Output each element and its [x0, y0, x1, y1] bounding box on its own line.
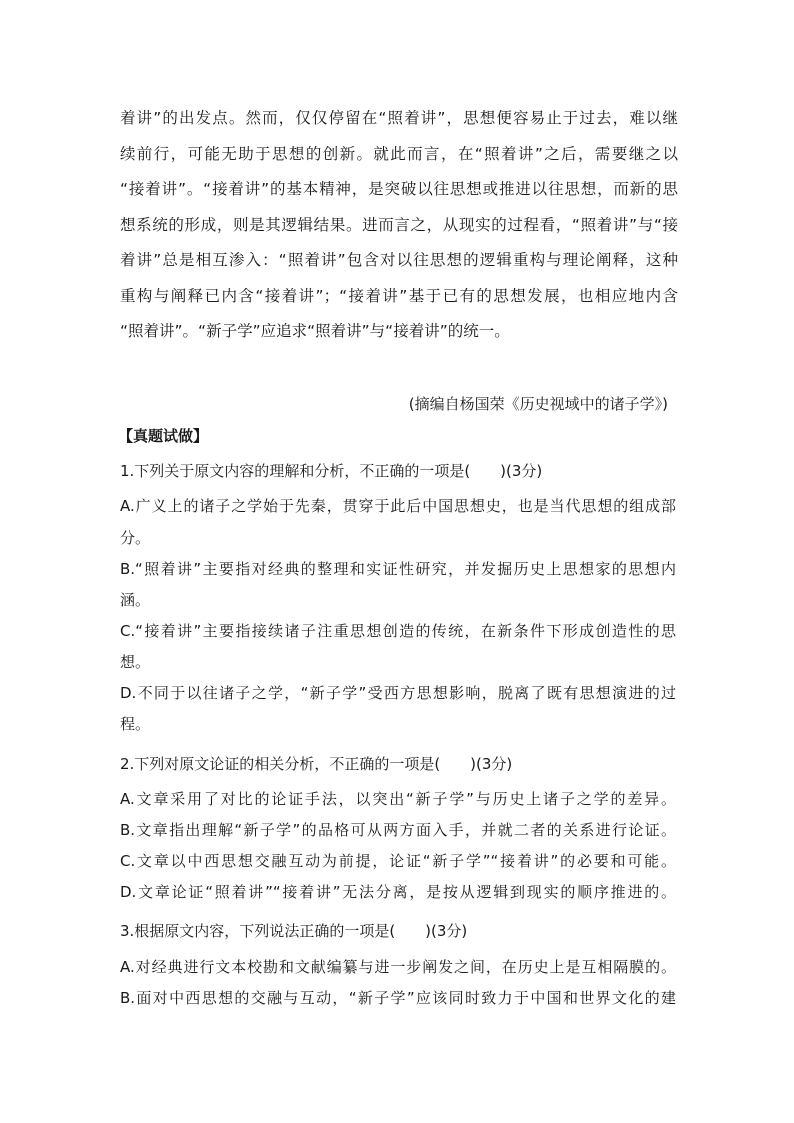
question-2-option-c: C.文章以中西思想交融互动为前提，论证“新子学”“接着讲”的必要和可能。	[120, 852, 676, 870]
passage-line: 着讲”的出发点。然而，仅仅停留在“照着讲”，思想便容易止于过去，难以继	[120, 109, 678, 127]
question-1-option-d: D.不同于以往诸子之学，“新子学”受西方思想影响，脱离了既有思想演进的过	[120, 684, 676, 702]
question-1-option-a: A.广义上的诸子之学始于先秦，贯穿于此后中国思想史，也是当代思想的组成部	[120, 497, 676, 515]
passage-text	[120, 101, 678, 350]
passage-line: “照着讲”。“新子学”应追求“照着讲”与“接着讲”的统一。	[120, 322, 510, 340]
passage-line: 重构与阐释已内含“接着讲”；“接着讲”基于已有的思想发展，也相应地内含	[120, 286, 678, 305]
question-2-option-a: A.文章采用了对比的论证手法，以突出“新子学”与历史上诸子之学的差异。	[120, 790, 676, 808]
question-1-stem: 1.下列关于原文内容的理解和分析，不正确的一项是( )(3分)	[120, 462, 543, 480]
section-title: 【真题试做】	[118, 427, 209, 445]
passage-line: 着讲”总是相互渗入：“照着讲”包含对以往思想的逻辑重构与理论阐释，这种	[120, 251, 678, 269]
question-1-option-b: B.“照着讲”主要指对经典的整理和实证性研究，并发掘历史上思想家的思想内	[120, 560, 676, 578]
passage-line: 想系统的形成，则是其逻辑结果。进而言之，从现实的过程看，“照着讲”与“接	[120, 215, 678, 234]
question-2-option-b: B.文章指出理解“新子学”的品格可从两方面入手，并就二者的关系进行论证。	[120, 821, 676, 839]
passage-source: (摘编自杨国荣《历史视域中的诸子学》)	[408, 395, 668, 413]
question-1-option-c-cont: 想。	[120, 653, 151, 671]
question-3-option-a: A.对经典进行文本校勘和文献编纂与进一步阐发之间，在历史上是互相隔膜的。	[120, 958, 676, 976]
passage-line: “接着讲”。“接着讲”的基本精神，是突破以往思想或推进以往思想，而新的思	[120, 180, 678, 198]
question-1-option-c: C.“接着讲”主要指接续诸子注重思想创造的传统，在新条件下形成创造性的思	[120, 622, 676, 640]
question-1-option-a-cont: 分。	[120, 529, 151, 547]
passage-line: 续前行，可能无助于思想的创新。就此而言，在“照着讲”之后，需要继之以	[120, 144, 678, 163]
question-1-option-b-cont: 涵。	[120, 591, 151, 609]
question-2-option-d: D.文章论证“照着讲”“接着讲”无法分离，是按从逻辑到现实的顺序推进的。	[120, 883, 676, 901]
question-2-stem: 2.下列对原文论证的相关分析，不正确的一项是( )(3分)	[120, 755, 513, 773]
question-3-stem: 3.根据原文内容，下列说法正确的一项是( )(3分)	[120, 922, 468, 940]
question-3-option-b: B.面对中西思想的交融与互动，“新子学”应该同时致力于中国和世界文化的建	[120, 989, 676, 1007]
question-1-option-d-cont: 程。	[120, 715, 151, 733]
